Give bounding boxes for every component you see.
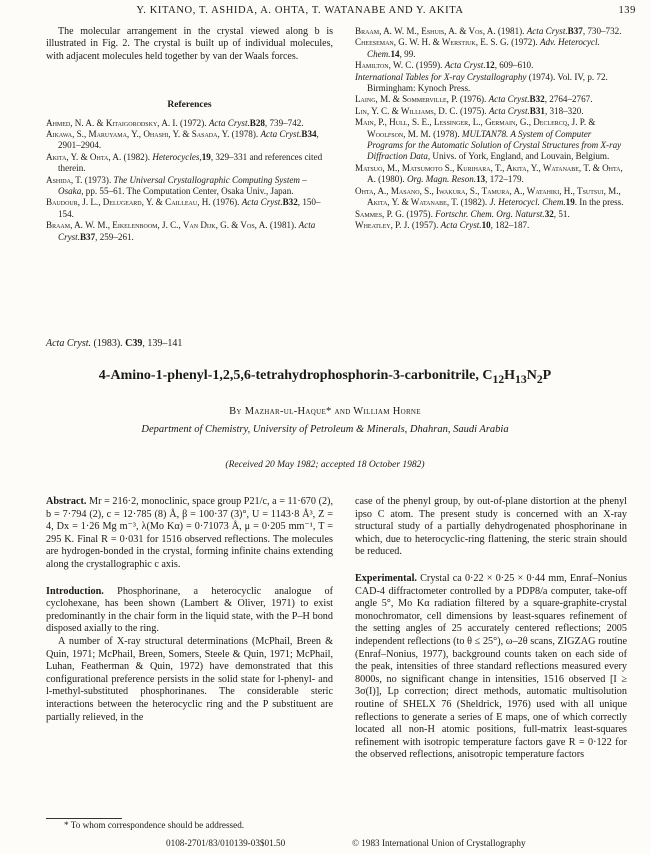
reference-pages: . In the press.: [574, 197, 624, 208]
reference-authors: Sammes, P. G.: [355, 208, 405, 219]
reference-authors: Lin, Y. C. & Williams, D. C.: [355, 105, 458, 116]
abstract-text: Mr = 216·2, monoclinic, space group P21/c, a = 11·670 (2), b = 7·794 (2), c = 12·785 (8) Å, β = 100·37 (3)°, U = 1143·8 Å³, Z = 4, Dx = 1·26 Mg m⁻³, λ(Mo Kα) = 0·71073 Å, μ = 0·205 mm⁻¹, T = 295 K. Final R = 0·031 for 1516 observed reflections. The molecules are hydrogen-bonded in the crystal, forming infinite chains extending along the crystallographic c axis.: [46, 496, 333, 570]
reference-item: [355, 186, 625, 209]
citation-volume: C39: [125, 338, 143, 349]
reference-pages: (1974). Vol. IV, p. 72. Birmingham: Kynoch Press.: [367, 71, 608, 94]
abstract-label: Abstract.: [46, 496, 87, 507]
reference-journal: MULTAN78. A System of Computer Programs for the Automatic Solution of Crystal Structures from X-ray Diffraction Data,: [367, 128, 622, 162]
reference-year: (1972).: [511, 37, 538, 48]
reference-authors: Braam, A. W. M., Eshuis, A. & Vos, A.: [355, 26, 496, 36]
title-h: H: [504, 368, 516, 383]
reference-pages: , 329–331 and references cited therein.: [58, 151, 323, 174]
reference-volume: 10: [481, 219, 491, 230]
reference-item: [46, 118, 333, 129]
introduction-paragraph: [46, 586, 333, 636]
reference-volume: B37: [567, 26, 583, 36]
references-list-left: [46, 118, 333, 243]
footnote-rule: [46, 818, 122, 819]
body-right-column: [355, 496, 627, 762]
reference-item: [355, 72, 625, 95]
reference-item: [46, 152, 333, 175]
reference-journal: Acta Cryst.: [526, 26, 568, 36]
reference-pages: , 172–179.: [485, 174, 524, 185]
byline: [0, 406, 650, 417]
introduction-label: Introduction.: [46, 585, 104, 597]
reference-item: [46, 220, 333, 243]
references-list-right: [355, 26, 625, 231]
title-sub-c: 12: [492, 372, 505, 386]
reference-journal: J. Heterocycl. Chem.: [489, 197, 566, 208]
reference-pages: , 609–610.: [494, 60, 534, 71]
reference-volume: 19: [201, 151, 211, 162]
reference-volume: B28: [249, 117, 265, 128]
article-title: [0, 368, 650, 386]
experimental-label: Experimental.: [355, 572, 417, 584]
reference-year: (1973).: [84, 174, 112, 185]
top-left-column: [46, 26, 333, 243]
reference-year: (1957).: [411, 219, 439, 230]
references-heading: References: [167, 100, 212, 111]
reference-volume: B34: [301, 129, 317, 140]
footnote: * To whom correspondence should be addressed.: [64, 820, 245, 830]
reference-year: (1972).: [180, 117, 207, 128]
reference-authors: Baudour, J. L., Delugeard, Y. & Cailleau, H.: [46, 197, 211, 208]
author-1: Mazhar-ul-Haque: [244, 406, 327, 417]
reference-pages: Univs. of York, England, and Louvain, Belgium.: [430, 151, 610, 162]
reference-volume: B37: [79, 231, 96, 242]
reference-year: (1975).: [460, 105, 487, 116]
reference-pages: pp. 55–61. The Computation Center, Osaka Univ., Japan.: [83, 186, 294, 197]
reference-journal: Acta Cryst.: [488, 94, 530, 105]
reference-journal: Org. Magn. Reson.: [406, 174, 477, 185]
top-right-column: [355, 26, 625, 231]
title-main: 4-Amino-1-phenyl-1,2,5,6-tetrahydrophosphorin-3-carbonitrile, C: [98, 368, 493, 383]
running-head: [0, 0, 650, 22]
article-citation: [46, 338, 182, 349]
reference-volume: B32: [529, 94, 545, 105]
reference-item: [355, 26, 625, 37]
reference-year: (1981).: [269, 220, 297, 231]
reference-journal: Acta Cryst.: [241, 197, 283, 208]
closing-paragraph: The molecular arrangement in the crystal viewed along b is illustrated in Fig. 2. The crystal is built up of individual molecules, with adjacent molecules held together by van der Waals forces.: [46, 26, 333, 62]
reference-year: (1982).: [123, 151, 151, 162]
reference-year: (1982).: [460, 197, 488, 208]
reference-item: [355, 209, 625, 220]
reference-pages: , 259–261.: [95, 231, 134, 242]
reference-item: [355, 163, 625, 186]
reference-pages: , 2764–2767.: [544, 94, 593, 105]
reference-volume: 32: [544, 208, 554, 219]
byline-prefix: By: [229, 406, 245, 417]
reference-item: [46, 197, 333, 220]
reference-journal: Acta Cryst.: [440, 219, 482, 230]
title-p: P: [542, 368, 552, 383]
copyright-notice: © 1983 International Union of Crystallography: [352, 838, 526, 848]
reference-authors: Laing, M. & Sommerville, P.: [355, 94, 458, 105]
introduction-text: Phosphorinane, a heterocyclic analogue of cyclohexane, has been shown (Lambert & Oliver, 1971) to exist predominantly in the chair form in the liquid state, with the P–H bond disposed axially to the ring.: [46, 585, 334, 635]
reference-item: [355, 106, 625, 117]
reference-authors: Ashida, T.: [46, 174, 83, 185]
affiliation: Department of Chemistry, University of Petroleum & Minerals, Dhahran, Saudi Arabia: [141, 424, 509, 435]
experimental-paragraph: [355, 573, 627, 762]
author-2: William Horne: [353, 406, 421, 417]
reference-pages: , 739–742.: [264, 117, 304, 128]
reference-item: [355, 60, 625, 71]
experimental-text: Crystal ca 0·22 × 0·25 × 0·44 mm, Enraf–Nonius CAD-4 diffractometer controlled by a PDP8/a computer, take-off angle 5°, Mo Kα radiation filtered by a square-graphite-crystal monochromator, cell dimensions by least-squares refinement of the setting angles of 25 accurately centered reflections; 2005 independent reflections (to θ ≤ 25°), ω–2θ scans, ZIGZAG routine (Enraf–Nonius, 1977), background counts taken on each side of the peak, intensities of three standard reflections measured every 8000s, no significant change in intensities, 1516 observed [I ≥ 3σ(I)], Lp correction; direct methods, automatic multisolution routine of SHELX 76 (Sheldrick, 1976) used with all unique reflections to generate a series of E maps, one of which correctly located all non-H atomic positions, full-matrix least-squares refinement with isotropic temperature factors gave R = 0·122 for the observed reflections, anisotropic temperature factors: [355, 572, 628, 761]
reference-year: (1976).: [459, 94, 487, 105]
title-sub-h: 13: [515, 372, 527, 386]
reference-authors: Wheatley, P. J.: [355, 219, 410, 230]
received-dates: (Received 20 May 1982; accepted 18 October 1982): [225, 460, 425, 470]
reference-authors: Ahmed, N. A. & Kitaigorodsky, A. I.: [46, 117, 178, 128]
reference-year: (1976).: [212, 197, 240, 208]
reference-volume: 12: [485, 60, 495, 71]
reference-pages: , 182–187.: [490, 219, 530, 230]
body-left-column: [46, 496, 333, 724]
reference-journal: The Universal Crystallographic Computing System – Osaka,: [58, 174, 307, 197]
reference-journal: Acta Cryst.: [488, 105, 530, 116]
reference-year: (1959).: [415, 60, 443, 71]
reference-volume: B31: [529, 105, 545, 116]
reference-authors: Akita, Y. & Ohta, A.: [46, 151, 122, 162]
reference-year: (1975).: [406, 208, 433, 219]
reference-authors: Hamilton, W. C.: [355, 60, 414, 71]
citation-journal: Acta Cryst.: [46, 338, 91, 349]
reference-journal: Acta Cryst.: [444, 60, 486, 71]
abstract-paragraph: [46, 496, 333, 572]
reference-year: (1978).: [231, 129, 259, 140]
reference-journal: Adv. Heterocycl. Chem.: [367, 37, 600, 59]
title-sub-n: 2: [536, 372, 543, 386]
reference-item: [355, 37, 625, 60]
reference-item: [46, 129, 333, 152]
reference-authors: Braam, A. W. M., Eikelenboom, J. C., Van Dijk, G. & Vos, A.: [46, 220, 268, 231]
byline-conjunction: * and: [326, 406, 354, 417]
citation-year: (1983).: [93, 338, 123, 349]
reference-volume: 13: [476, 174, 486, 185]
reference-authors: Main, P., Hull, S. E., Lessinger, L., Germain, G., Declercq, J. P. & Woolfson, M. M.: [355, 117, 596, 139]
reference-journal: Heterocycles,: [152, 151, 202, 162]
reference-pages: , 99.: [399, 48, 416, 59]
reference-year: (1978).: [433, 128, 460, 139]
reference-journal: Acta Cryst.: [58, 220, 316, 242]
introduction-paragraph-2: A number of X-ray structural determinations (McPhail, Breen & Quin, 1971; McPhail, Breen, Somers, Steele & Quin, 1971; McPhail, Luhan, Featherman & Quin, 1972) have demonstrated that this configurational preference persists in the solid state for l-phenyl- and l-methyl-substituted phosphorinanes. The considerable steric interactions between the heterocyclic ring and the P substituent are partially relieved, in the: [46, 635, 333, 723]
reference-journal: Fortschr. Chem. Org. Naturst.: [435, 208, 545, 219]
reference-pages: , 2901–2904.: [58, 129, 319, 151]
reference-item: [355, 94, 625, 105]
reference-journal: Acta Cryst.: [208, 117, 250, 128]
reference-journal: Acta Cryst.: [260, 129, 302, 140]
reference-year: (1981).: [497, 26, 525, 36]
reference-pages: , 730–732.: [582, 26, 622, 36]
document-code: 0108-2701/83/010139-03$01.50: [166, 838, 286, 848]
reference-volume: B32: [282, 197, 298, 208]
reference-authors: Matsuo, M., Matsumoto S., Kurihara, T., Akita, Y., Watanabe, T. & Ohta, A.: [355, 162, 623, 185]
reference-volume: 19: [565, 197, 575, 208]
reference-item: [355, 220, 625, 231]
reference-authors: Aikawa, S., Maruyama, Y., Ohashi, Y. & Sasada, Y.: [46, 129, 230, 140]
reference-authors: Cheeseman, G. W. H. & Werstiuk, E. S. G.: [355, 37, 509, 48]
reference-item: [355, 117, 625, 163]
reference-year: (1980).: [378, 174, 405, 185]
reference-pages: , 51.: [553, 208, 570, 219]
citation-pages: , 139–141: [142, 338, 183, 349]
reference-pages: , 318–320.: [544, 105, 584, 116]
reference-item: [46, 175, 333, 198]
reference-volume: 14: [390, 48, 400, 59]
running-head-authors: Y. KITANO, T. ASHIDA, A. OHTA, T. WATANABE AND Y. AKITA: [136, 5, 464, 16]
page-number: 139: [618, 5, 636, 16]
title-n: N: [526, 368, 537, 383]
reference-pages: , 150–154.: [58, 197, 321, 219]
reference-authors: Ohta, A., Masano, S., Iwakura, S., Tamura, A., Watahiki, H., Tsutsui, M., Akita, Y. & Watanabe, T.: [355, 185, 621, 208]
continued-paragraph: case of the phenyl group, by out-of-plane distortion at the phenyl ipso C atom. The present study is concerned with an X-ray structural study of a partially dehydrogenated phosphorinane in which, due to heterocyclic-ring flattening, the steric strain should be reduced.: [355, 496, 627, 558]
reference-journal: International Tables for X-ray Crystallography: [355, 71, 527, 82]
